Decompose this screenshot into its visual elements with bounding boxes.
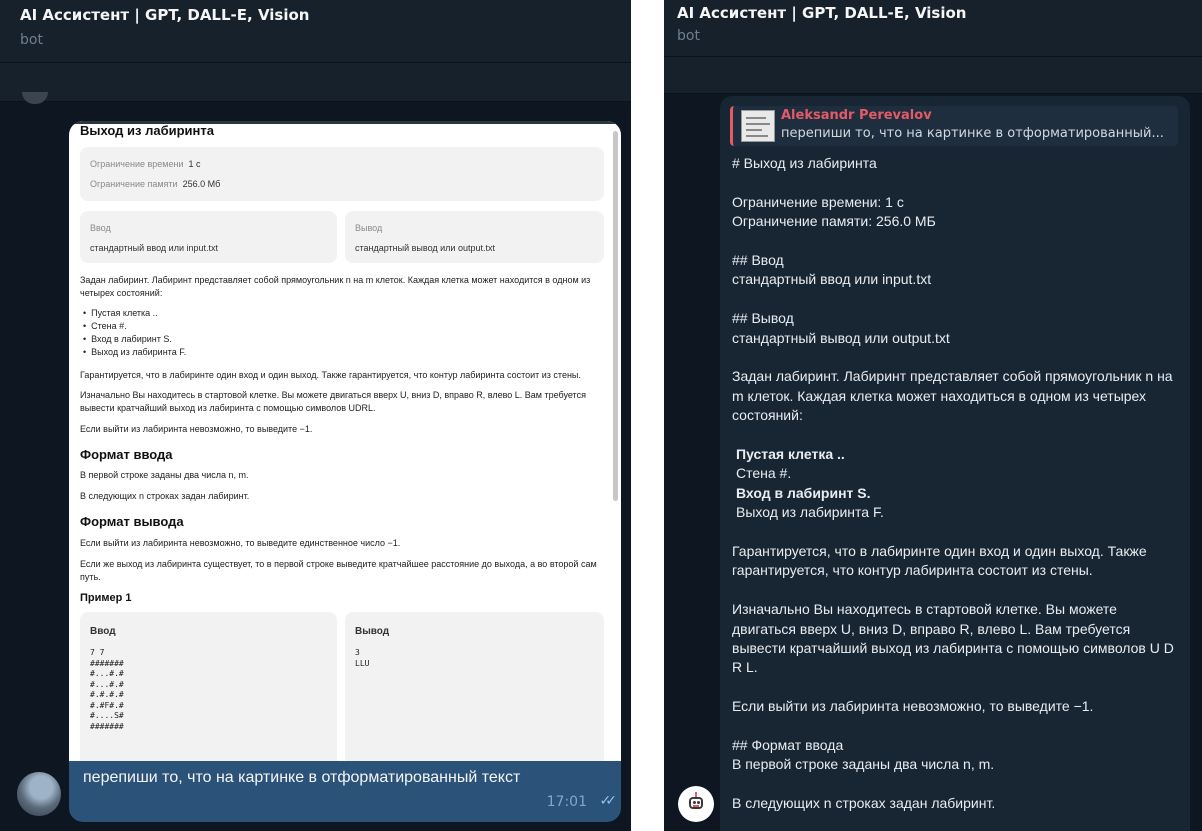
read-check-icon: ✓✓ [599,793,611,809]
start-text: Изначально Вы находитесь в стартовой клетке. Вы можете двигаться вверх U, вниз D, вправо R, влево L. Вам требуется вывести кратчайший выход из лабиринта с помощью символов UDRL. [80,390,586,413]
list-item: • Выход из лабиринта F. [83,347,187,357]
user-message-text: перепиши то, что на картинке в отформатированный текст [83,769,521,786]
pinned-bar [664,56,1202,94]
input-format-text-2: В следующих n строках задан лабиринт. [80,491,250,501]
state-list: Пустая клетка .. Стена #. Вход в лабиринт S. Выход из лабиринта F. [736,446,884,521]
impossible-text: Если выйти из лабиринта невозможно, то выведите −1. [80,424,313,434]
bot-message-text [732,154,1182,831]
input-format-text-1: В первой строке заданы два числа n, m. [80,470,249,480]
chat-header[interactable] [664,0,1202,62]
description-text: Задан лабиринт. Лабиринт представляет собой прямоугольник n на m клеток. Каждая клетка может находиться в одном из четырех состояний: [732,368,1173,424]
time-limit-value: 1 с [188,159,201,169]
example-output-box [345,612,604,761]
user-message-bubble[interactable] [69,761,621,822]
limits-text: Ограничение времени: 1 с Ограничение памяти: 256.0 МБ [732,193,936,230]
description-text: Задан лабиринт. Лабиринт представляет собой прямоугольник n на m клеток. Каждая клетка может находится в одном из четырех состояний: [80,275,591,298]
memory-limit-label: Ограничение памяти [90,179,178,189]
format-section: ## Формат ввода В первой строке заданы два числа n, m. [732,737,995,773]
list-item: • Вход в лабиринт S. [83,334,172,344]
output-section: ## Вывод стандартный вывод или output.txt [732,310,950,346]
chat-title: AI Ассистент | GPT, DALL-E, Vision [20,6,310,24]
image-heading: Выход из лабиринта [80,123,214,138]
start-text: Изначально Вы находитесь в стартовой клетке. Вы можете двигаться вверх U, вниз D, вправо R, влево L. Вам требуется вывести кратчайший выход из лабиринта с помощью символов U D R L. [732,601,1174,676]
bot-message-bubble[interactable] [720,96,1190,831]
chat-pane-right [664,0,1202,831]
limits-box [80,147,604,201]
md-heading: # Выход из лабиринта [732,155,877,171]
avatar [22,92,48,104]
example-output-code: 3 LLU [355,648,370,668]
output-format-text-2: Если же выход из лабиринта существует, то в первой строке выведите кратчайшее расстояние до выхода, а во второй сам путь. [80,559,597,582]
output-label: Вывод [355,223,383,233]
input-value: стандартный ввод или input.txt [90,243,218,253]
state-list [83,307,613,359]
input-format-heading: Формат ввода [80,447,173,462]
list-item: • Стена #. [83,321,127,331]
message-time: 17:01 [546,794,587,810]
output-value: стандартный вывод или output.txt [355,243,495,253]
list-item: • Пустая клетка .. [83,308,158,318]
format-text-2: В следующих n строках задан лабиринт. [732,795,996,812]
input-box [80,211,337,263]
output-format-heading: Формат вывода [80,514,184,529]
reply-author: Aleksandr Perevalov [781,108,932,123]
chat-title: AI Ассистент | GPT, DALL-E, Vision [677,4,967,22]
example-heading: Пример 1 [80,592,132,604]
chat-subtitle: bot [20,32,43,48]
example-input-box [80,612,337,761]
example-input-label: Ввод [90,626,116,637]
output-format-text-1: Если выйти из лабиринта невозможно, то выведите единственное число −1. [80,538,401,548]
time-limit-label: Ограничение времени [90,159,184,169]
reply-quote[interactable] [730,106,1178,146]
input-label: Ввод [90,223,111,233]
chat-header[interactable] [0,0,631,62]
reply-text: перепиши то, что на картинке в отформатированный... [781,126,1164,141]
impossible-text: Если выйти из лабиринта невозможно, то выведите −1. [732,698,1094,715]
input-section: ## Ввод стандартный ввод или input.txt [732,252,932,288]
bot-avatar-icon[interactable] [678,786,714,822]
user-avatar[interactable] [17,772,61,816]
message-image[interactable] [69,121,621,761]
reply-thumbnail [741,110,775,142]
output-box [345,211,604,263]
memory-limit-value: 256.0 Мб [182,179,221,189]
image-scrollbar [613,131,618,501]
guarantee-text: Гарантируется, что в лабиринте один вход и один выход. Также гарантируется, что контур лабиринта состоит из стены. [732,543,1147,579]
example-output-label: Вывод [355,626,390,637]
chat-subtitle: bot [677,28,700,44]
pinned-bar [0,62,631,102]
example-input-code: 7 7 ####### #...#.# #...#.# #.#.#.# #.#F#.# #....S# ####### [90,648,124,731]
guarantee-text: Гарантируется, что в лабиринте один вход и один выход. Также гарантируется, что контур лабиринта состоит из стены. [80,370,581,380]
